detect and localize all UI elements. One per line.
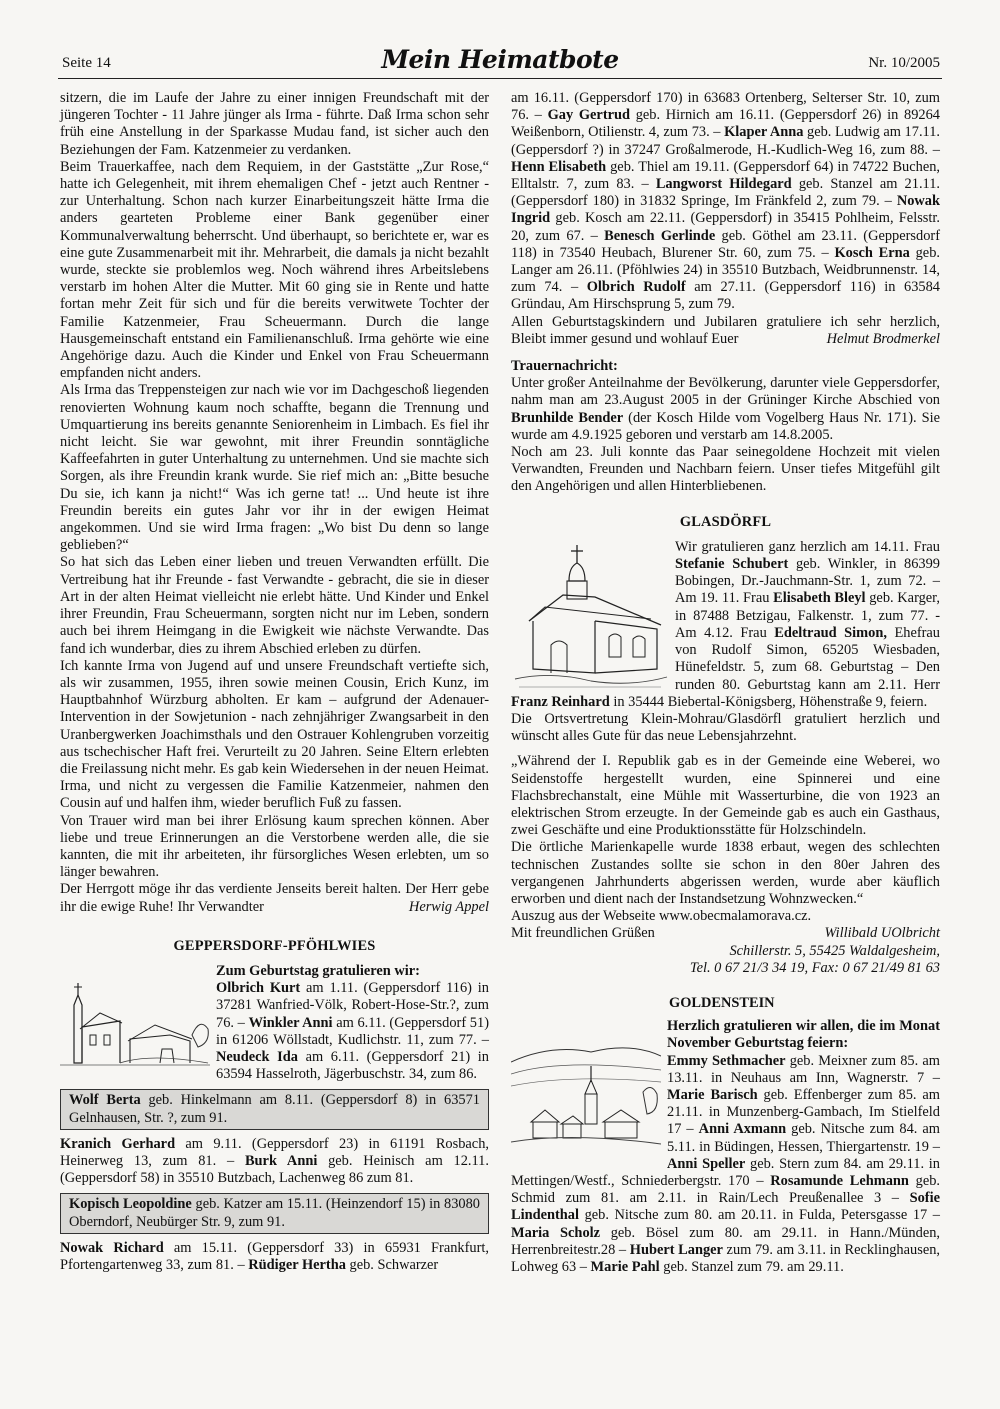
person-name: Maria Scholz: [511, 1224, 601, 1241]
entry-text: am 16.11. (Geppersdorf 170) in 63683 Ortenberg, Selterser Str. 10, zum 76. –: [511, 90, 940, 124]
person-name: Olbrich Rudolf: [586, 279, 686, 296]
entry-text: geb. Nitsche zum 84. am 5.11. in Büdingen, Hessen, Thiergartenstr. 19 –: [667, 1121, 941, 1155]
subheading-geppersdorf: Zum Geburtstag gratulieren wir:: [216, 962, 420, 979]
person-name: Gay Gertrud: [547, 107, 631, 124]
entry-text: geb. Langer am 26.11. (Pföhlwies 24) in 35510 Butzbach, Weidbrunnenstr. 14, zum 74. –: [511, 244, 940, 296]
highlight-box-kopisch: [60, 1193, 489, 1233]
entry-text: Wir gratulieren ganz herzlich am 14.11. Frau: [675, 538, 940, 555]
birthday-entry: [60, 1240, 489, 1274]
entry-text: in 35444 Biebertal-Königsberg, Höhenstraße 9, feiern.: [609, 693, 928, 710]
entry-text: am 15.11. (Geppersdorf 33) in 65931 Frankfurt, Pfortengartenweg 33, zum 81. –: [60, 1239, 489, 1273]
person-name: Winkler Anni: [248, 1014, 333, 1031]
person-name: Wolf Berta: [69, 1092, 141, 1109]
entry-text: geb. Schwarzer: [345, 1257, 439, 1273]
trauer-paragraph: [511, 375, 940, 444]
entry-text: (der Kosch Hilde vom Vogelberg Haus Nr. 171). Sie wurde am 4.9.1925 geboren und verstarb am 14.8.2005.: [511, 409, 940, 443]
subheading-goldenstein: Herzlich gratulieren wir allen, die im Monat November Geburtstag feiern:: [667, 1018, 940, 1052]
article-paragraph: So hat sich das Leben einer lieben und treuen Verwandten erfüllt. Die Vertreibung hat ihr Freunde - fast Verwandte - gebracht, die sie in dieser Art in der alten Heimat vielleicht nie erlebt hätte. Und Kinder und Enkel ihrer Freundin, Frau Scheuermann, sorgten nicht nur im Leben, sondern auch bei ihrem Heimgang in die Ewigkeit wie nächste Verwandte. Das fand ich wunderbar, dies zu ihrem Abschied erleben zu dürfen.: [60, 554, 489, 657]
section-heading-goldenstein: GOLDENSTEIN: [669, 994, 775, 1011]
greeting-text: Allen Geburtstagskindern und Jubilaren gratuliere ich sehr herzlich, Bleibt immer gesund und wohlauf Euer: [511, 313, 940, 347]
entry-text: geb. Kosch am 22.11. (Geppersdorf) in 35415 Pohlheim, Felsstr. 20, zum 67. –: [511, 210, 940, 244]
entry-text: geb. Stern zum 84. am 29.11. in Mettingen/Westf., Schniederbergstr. 170 –: [511, 1155, 940, 1189]
entry-text: geb. Karger, in 87488 Betzigau, Falkenstr. 1, zum 77. - Am 4.12. Frau: [675, 590, 940, 641]
person-name: Langworst Hildegard: [655, 176, 792, 193]
goldenstein-section: [511, 1018, 940, 1276]
person-name: Benesch Gerlinde: [604, 227, 716, 244]
entry-text: geb. Stanzel am 21.11. (Geppersdorf 180) in 31832 Springe, Im Fränkfeld 2, zum 79. –: [511, 176, 940, 210]
entry-text: geb. Hinkelmann am 8.11. (Geppersdorf 8) in 63571 Gelnhausen, Str. ?, zum 91.: [69, 1092, 480, 1126]
person-name: Kosch Erna: [834, 244, 910, 261]
person-name: Franz Reinhard: [511, 693, 610, 710]
greeting-text: Mit freundlichen Grüßen: [511, 925, 655, 942]
person-name: Edeltraud Simon,: [774, 624, 887, 641]
article-paragraph: sitzern, die im Laufe der Jahre zu einer innigen Freundschaft mit der jüngeren Tochter - 11 Jahre jünger als Irma - führte. Daß Irma schon sehr früh eine Anstellung in der Sparkasse Mudau fand, ist sicher auch den Beziehungen der Fam. Katzenmeier zu verdanken.: [60, 90, 489, 158]
signature-name: Willibald UOlbricht: [824, 925, 940, 942]
entry-text: am 1.11. (Geppersdorf 116) in 37281 Wanfried-Völk, Robert-Hose-Str.?, zum 76. –: [216, 980, 489, 1031]
person-name: Rosamunde Lehmann: [770, 1172, 909, 1189]
glasdoerfl-paragraph: Die örtliche Marienkapelle wurde 1838 erbaut, wegen des schlechten technischen Zustandes sollte sie schon in den 80er Jahren des vergangenen Jahrhunderts abgerissen werden, wurde aber käuflich erworben und dient nach der Instandsetzung Wohnzwecken.“: [511, 839, 940, 907]
closing-signature: Herwig Appel: [408, 898, 489, 915]
person-name: Kopisch Leopoldine: [69, 1196, 192, 1213]
entry-text: Ehefrau von Rudolf Simon, 65205 Wiesbaden, Hünefeldstr. 5, zum 68. Geburtstag – Den runden 80. Geburtstag kann am 2.11. Herr: [675, 624, 941, 693]
article-paragraph: Von Trauer wird man bei ihrer Erlösung kaum sprechen können. Aber liebe und treue Erinnerungen an die Verstorbene werden alle, die sie kannten, die mit ihr arbeiteten, ihr fürsorgliches Wesen erlebten, um so länger bewahren.: [60, 812, 489, 881]
person-name: Elisabeth Bleyl: [773, 590, 866, 607]
entry-text: am 27.11. (Geppersdorf 116) in 63584 Gründau, Am Hirschsprung 5, zum 79.: [511, 279, 940, 313]
person-name: Henn Elisabeth: [511, 158, 607, 175]
person-name: Neudeck Ida: [216, 1048, 298, 1065]
entry-text: geb. Heinisch am 12.11. (Geppersdorf 58) in 35510 Butzbach, Lachenweg 86 zum 81.: [60, 1152, 489, 1187]
person-name: Anni Speller: [667, 1155, 746, 1172]
person-name: Nowak Richard: [60, 1239, 164, 1256]
glasdoerfl-paragraph: „Während der I. Republik gab es in der Gemeinde eine Weberei, wo Seidenstoffe hergestellt wurden, eine Spinnerei und eine Flachsbrechanstalt, eine Mühle mit Wasserturbine, die von 1923 an elektrischen Strom erzeugte. In der Gemeinde gab es auch ein Gasthaus, zwei Geschäfte und eine Produktionsstätte für Holzschindeln.: [511, 753, 940, 839]
person-name: Hubert Langer: [629, 1241, 723, 1258]
glasdoerfl-paragraph: Auszug aus der Webseite www.obecmalamorava.cz.: [511, 908, 812, 925]
entry-text: am 9.11. (Geppersdorf 23) in 61191 Rosbach, Heinerweg 13, zum 81. –: [60, 1135, 489, 1169]
signature-phone: Tel. 0 67 21/3 34 19, Fax: 0 67 21/49 81 63: [689, 959, 940, 976]
entry-text: geb. Katzer am 15.11. (Heinzendorf 15) in 83080 Oberndorf, Neubürger Str. 9, zum 91.: [69, 1196, 480, 1230]
entry-text: geb. Göthel am 23.11. (Geppersdorf 118) in 73540 Heubach, Blurener Str. 60, zum 75. –: [511, 227, 940, 261]
left-column: [60, 90, 489, 1274]
village-church-illustration: [60, 965, 210, 1067]
geppersdorf-birthdays: [60, 963, 489, 1274]
person-name: Sofie Lindenthal: [511, 1190, 940, 1224]
entry-text: geb. Schmid zum 81. am 2.11. in Rain/Lech Preußenallee 3 –: [511, 1172, 940, 1207]
entry-text: Unter großer Anteilnahme der Bevölkerung, darunter viele Geppersdorfer, nahm man am 23.August 2005 in der Grüninger Kirche Abschied von: [511, 375, 940, 409]
person-name: Brunhilde Bender: [511, 409, 624, 426]
entry-text: am 6.11. (Geppersdorf 21) in 63594 Hasselroth, Jägerbuschstr. 34, zum 86.: [216, 1048, 489, 1083]
closing-text: Der Herrgott möge ihr das verdiente Jenseits bereit halten. Der Herr gebe ihr die ewige Ruhe! Ihr Verwandter: [60, 881, 489, 915]
article-paragraph: Als Irma das Treppensteigen zur nach wie vor im Dachgeschoß liegenden renovierten Wohnung kaum noch schaffte, begann die Trennung und Umquartierung ins bereits genannte Seniorenheim in Limbach. Es fiel ihr nicht leicht. Sie war gewohnt, mit ihrer Freundin sonntägliche Kaffeefahrten in guter Unterhaltung zu unternehmen. Und sie machte sich Sorgen, als ihre Freundin krank wurde. Sie rief mich an: „Bitte besuche Du sie, ich kann ja nicht!“ Was ich gerne tat! ... Und heute ist ihre Freundin bereits ein gutes Jahr vor ihr in der ewigen Heimat angekommen. Und sie wird Irma fragen: „Wo bist Du denn so lange geblieben?“: [60, 382, 489, 554]
closing-paragraph: [60, 881, 489, 915]
entry-text: geb. Meixner zum 85. am 13.11. in Neuhaus am Inn, Wagnerstr. 7 –: [667, 1052, 940, 1086]
trauer-heading: Trauernachricht:: [511, 358, 618, 375]
greeting-paragraph: [511, 314, 940, 348]
birthday-entry: [60, 1136, 489, 1188]
person-name: Marie Pahl: [590, 1259, 660, 1275]
person-name: Stefanie Schubert: [675, 556, 789, 573]
entry-text: geb. Bösel zum 80. am 29.11. in Hann./Münden, Herrenbreitestr.28 –: [511, 1224, 940, 1258]
person-name: Nowak Ingrid: [511, 193, 940, 227]
entry-text: geb. Thiel am 19.11. (Geppersdorf 64) in 74722 Buchen, Elltalstr. 7, zum 83. –: [511, 158, 941, 193]
chapel-illustration: [511, 541, 669, 691]
person-name: Emmy Sethmacher: [667, 1052, 786, 1069]
goldenstein-village-illustration: [511, 1022, 661, 1154]
section-heading-geppersdorf: GEPPERSDORF-PFÖHLWIES: [173, 937, 376, 954]
person-name: Anni Axmann: [698, 1121, 787, 1138]
person-name: Rüdiger Hertha: [248, 1257, 346, 1273]
person-name: Burk Anni: [244, 1152, 318, 1169]
entry-text: geb. Stanzel zum 79. am 29.11.: [659, 1259, 844, 1275]
page-number: Seite 14: [62, 55, 111, 71]
person-name: Marie Barisch: [667, 1086, 758, 1103]
section-heading-glasdoerfl: GLASDÖRFL: [679, 513, 772, 530]
entry-text: zum 79. am 3.11. in Recklinghausen, Lohweg 63 –: [511, 1241, 940, 1275]
entry-text: geb. Hirnich am 16.11. (Geppersdorf 26) in 89264 Weißenborn, Otilienstr. 4, zum 73. –: [511, 107, 940, 141]
person-name: Kranich Gerhard: [60, 1135, 176, 1152]
person-name: Olbrich Kurt: [216, 980, 301, 997]
right-column: [511, 90, 940, 1276]
glasdoerfl-paragraph: Die Ortsvertretung Klein-Mohrau/Glasdörfl gratuliert herzlich und wünscht alles Gute für das neue Lebensjahrzehnt.: [511, 710, 940, 745]
trauer-paragraph: Noch am 23. Juli konnte das Paar seinegoldene Hochzeit mit vielen Verwandten, Freunden und Nachbarn feiern. Unser tiefes Mitgefühl gilt den Angehörigen und allen Hinterbliebenen.: [511, 444, 940, 495]
entry-text: geb. Ludwig am 17.11. (Geppersdorf ?) in 37247 Großalmerode, H.-Kudlich-Weg 16, zum 88. –: [511, 124, 940, 158]
highlight-box-wolf-berta: [60, 1089, 489, 1129]
entry-text: geb. Winkler, in 86399 Bobingen, Dr.-Jauchmann-Str. 1, zum 72. – Am 19. 11. Frau: [675, 556, 940, 607]
page-header: [58, 42, 942, 79]
entry-text: geb. Nitsche zum 80. am 20.11. in Fulda, Petersgasse 17 –: [578, 1207, 940, 1224]
entry-text: am 6.11. (Geppersdorf 51) in 61206 Wöllstadt, Kudlichstr. 11, zum 77. –: [216, 1014, 489, 1048]
masthead-title: Mein Heimatbote: [381, 45, 619, 74]
article-paragraph: Ich kannte Irma von Jugend auf und unsere Freundschaft vertiefte sich, als wir zusammen, 1955, ihren sowie meinen Cousin, Erich Kunz, im Hauptbahnhof Würzburg abholten. Er kam – aufgrund der Adenauer-Intervention in der Sowjetunion - nach zehnjähriger Zwangsarbeit in den Uranbergwerken Joachimsthals und den Ostrauer Kohlengruben vorzeitig aus tschechischer Haft frei. Verurteilt zu 20 Jahren. Seine Eltern erlebten die Freilassung nicht mehr. Es gab kein Wiedersehen in der neuen Heimat. Irma, und nicht zu vergessen die Familie Katzenmeier, nahmen den Cousin auf und halfen ihm, wieder beruflich Fuß zu fassen.: [60, 657, 489, 812]
birthday-continuation: [511, 90, 940, 314]
issue-number: Nr. 10/2005: [868, 55, 940, 71]
article-paragraph: Beim Trauerkaffee, nach dem Requiem, in der Gaststätte „Zur Rose,“ hatte ich Gelegenheit, mit ihrem ehemaligen Chef - jetzt auch Rentner - zur Unterhaltung. Schon nach kurzer Einarbeitungszeit hätte Irma die anders gearteten Probleme einer Bank gegenüber einer Kommunalverwaltung beherrscht. Und überhaupt, so berichtete er, war es eine gute Zusammenarbeit mit ihr. Mehrarbeit, die damals ja nicht bezahlt wurde, steckte sie problemlos weg. Noch während ihres Arbeitslebens verstarb im hohen Alter die Mutter. Mit 60 ging sie in Rente und hatte fortan mehr Zeit für sich und für die bereits verwitwete Tochter der Familie Katzenmeier, Frau Scheuermann. Durch die lange Hausgemeinschaft entstand ein Familienanschluß. Irma gehörte wie eine Angehörige dazu. Auch die Kinder und Enkel von Frau Scheuermann empfanden nicht anders.: [60, 158, 489, 382]
glasdoerfl-section: [511, 539, 940, 977]
signature-address: Schillerstr. 5, 55425 Waldalgesheim,: [729, 942, 940, 959]
glasdoerfl-signature-block: [511, 925, 940, 942]
greeting-signature: Helmut Brodmerkel: [826, 330, 940, 347]
person-name: Klaper Anna: [724, 124, 804, 141]
entry-text: geb. Effenberger zum 85. am 21.11. in Munzenberg-Gambach, Im Stielfeld 17 –: [667, 1086, 940, 1138]
